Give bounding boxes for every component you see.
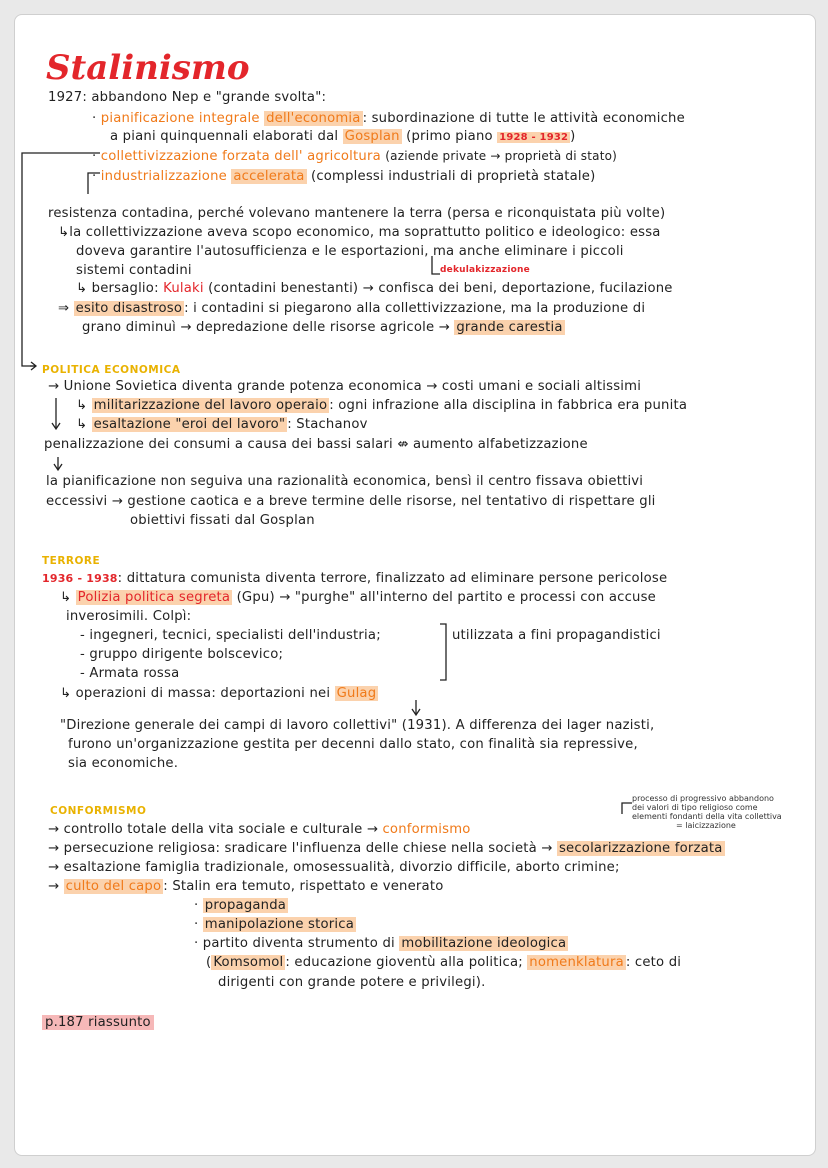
page-title: Stalinismo — [46, 48, 250, 88]
gruppo-dirigente-item: - gruppo dirigente bolscevico; — [80, 647, 284, 662]
autosufficienza-line: doveva garantire l'autosufficienza e le esportazioni, ma anche eliminare i piccoli — [76, 244, 624, 259]
carestia-line: grano diminuì → depredazione delle risorse agricole → grande carestia — [82, 320, 563, 335]
bullet-industrializzazione: · industrializzazione accelerata (complessi industriali di proprietà statale) — [92, 169, 596, 184]
culto-capo-line: → culto del capo : Stalin era temuto, rispettato e venerato — [48, 879, 444, 894]
obiettivi-line: obiettivi fissati dal Gosplan — [130, 513, 315, 528]
eccessivi-line: eccessivi → gestione caotica e a breve termine delle risorse, nel tentativo di rispettare gli — [46, 494, 656, 509]
resistenza-line: resistenza contadina, perché volevano mantenere la terra (persa e riconquistata più volte) — [48, 206, 666, 221]
esito-disastroso: ⇒ esito disastroso : i contadini si piegarono alla collettivizzazione, ma la produzione di — [58, 301, 646, 316]
page-reference: p.187 riassunto — [42, 1015, 154, 1030]
heading-politica-economica: POLITICA ECONOMICA — [42, 364, 181, 376]
propaganda-side-note: utilizzata a fini propagandistici — [452, 628, 661, 643]
controllo-line: → controllo totale della vita sociale e culturale → conformismo — [48, 822, 471, 837]
terrore-intro: 1936 - 1938: dittatura comunista diventa terrore, finalizzato ad eliminare persone pericolose — [42, 571, 668, 586]
ingegneri-item: - ingegneri, tecnici, specialisti dell'industria; — [80, 628, 381, 643]
dekulakizzazione-note: dekulakizzazione — [440, 265, 530, 275]
penalizzazione-line: penalizzazione dei consumi a causa dei bassi salari ⇎ aumento alfabetizzazione — [44, 437, 588, 452]
bullet-collettivizzazione: · collettivizzazione forzata dell' agricoltura (aziende private → proprietà di stato) — [92, 149, 618, 164]
economiche-line: sia economiche. — [68, 756, 179, 771]
laicizzazione-note: processo di progressivo abbandono dei valori di tipo religioso come elementi fondanti della vita collettiva = laicizzazione — [632, 794, 782, 830]
heading-terrore: TERRORE — [42, 555, 101, 567]
eroi-lavoro-line: ↳ esaltazione "eroi del lavoro" : Stachanov — [76, 417, 368, 432]
collettivizzazione-scopo: ↳la collettivizzazione aveva scopo economico, ma soprattutto politico e ideologico: essa — [58, 225, 661, 240]
famiglia-line: → esaltazione famiglia tradizionale, omosessualità, divorzio difficile, aborto crimine; — [48, 860, 620, 875]
vertical-arrow-2 — [54, 457, 62, 470]
bullet-propaganda: · propaganda — [194, 898, 287, 913]
gulag-arrow — [412, 700, 420, 715]
dekulakizzazione-connector — [432, 256, 440, 274]
operazioni-massa: ↳ operazioni di massa: deportazioni nei Gulag — [60, 686, 377, 701]
polizia-line: ↳ Polizia politica segreta (Gpu) → "purghe" all'interno del partito e processi con accuse — [60, 590, 656, 605]
intro-line: 1927: abbandono Nep e "grande svolta": — [48, 90, 327, 105]
dirigenti-line: dirigenti con grande potere e privilegi). — [218, 975, 486, 990]
bullet-partito: · partito diventa strumento di mobilitazione ideologica — [194, 936, 567, 951]
industrializzazione-connector — [88, 173, 100, 194]
gulag-definizione: "Direzione generale dei campi di lavoro collettivi" (1931). A differenza dei lager nazisti, — [60, 718, 655, 733]
connector-arrowhead — [30, 362, 36, 370]
militarizzazione-line: ↳ militarizzazione del lavoro operaio : ogni infrazione alla disciplina in fabbrica era punita — [76, 398, 688, 413]
heading-conformismo: CONFORMISMO — [50, 805, 147, 817]
organizzazione-line: furono un'organizzazione gestita per decenni dallo stato, con finalità sia repressive, — [68, 737, 638, 752]
bersaglio-kulaki: ↳ bersaglio: Kulaki (contadini benestanti) → confisca dei beni, deportazione, fucilazione — [76, 281, 673, 296]
unione-sovietica-line: → Unione Sovietica diventa grande potenza economica → costi umani e sociali altissimi — [48, 379, 642, 394]
bracket — [440, 624, 446, 680]
sistemi-contadini: sistemi contadini — [76, 263, 192, 278]
persecuzione-line: → persecuzione religiosa: sradicare l'influenza delle chiese nella società → secolarizzazione forzata — [48, 841, 723, 856]
pianificazione-line: la pianificazione non seguiva una razionalità economica, bensì il centro fissava obiettivi — [46, 474, 644, 489]
bullet-pianificazione: · pianificazione integrale dell'economia : subordinazione di tutte le attività economiche — [92, 111, 685, 126]
gosplan-line: a piani quinquennali elaborati dal Gosplan (primo piano 1928 - 1932 ) — [110, 129, 576, 144]
komsomol-line: ( Komsomol : educazione gioventù alla politica; nomenklatura : ceto di — [206, 955, 682, 970]
laicizzazione-connector — [622, 803, 632, 814]
armata-rossa-item: - Armata rossa — [80, 666, 180, 681]
vertical-arrow-1 — [52, 398, 60, 429]
bullet-manipolazione: · manipolazione storica — [194, 917, 354, 932]
colpi-line: inverosimili. Colpì: — [66, 609, 192, 624]
